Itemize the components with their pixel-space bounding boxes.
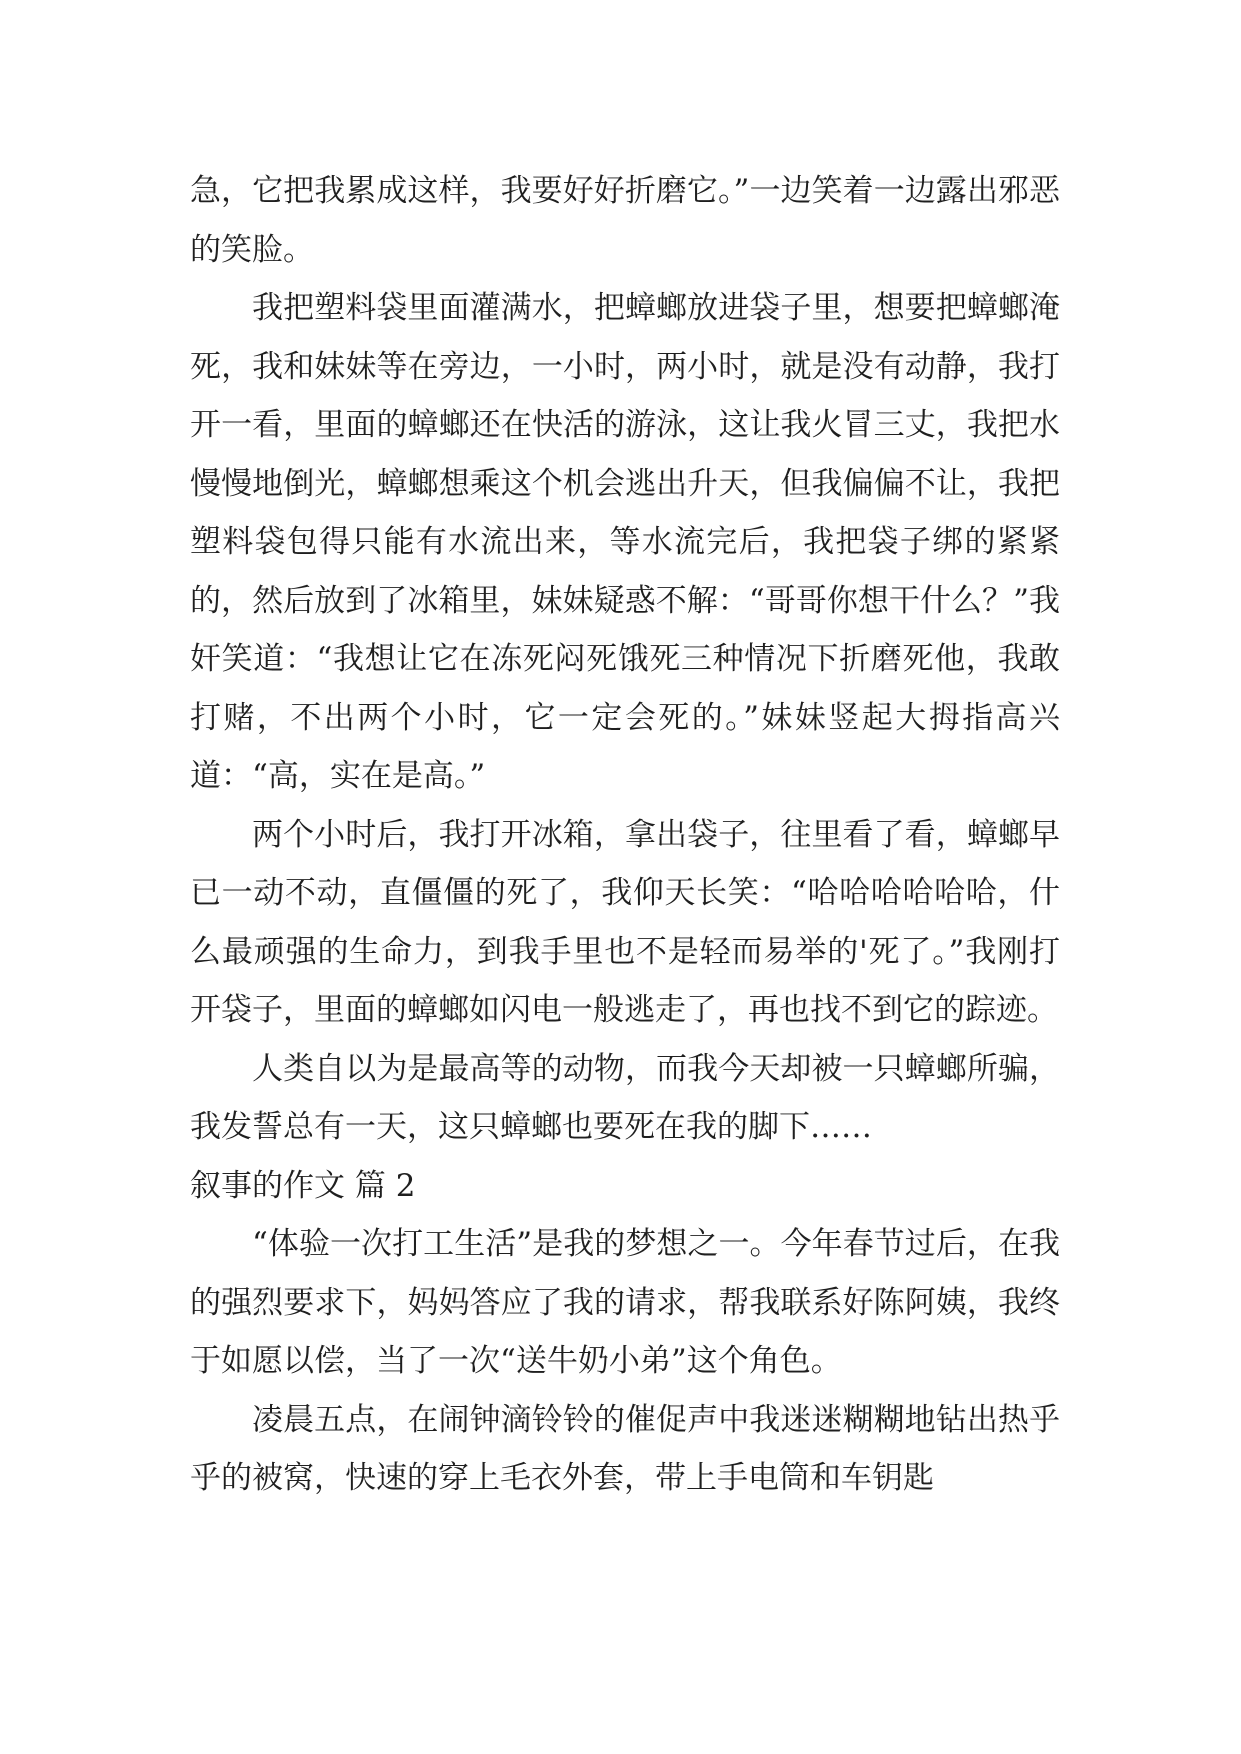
paragraph: “体验一次打工生活”是我的梦想之一。今年春节过后，在我的强烈要求下，妈妈答应了我的请求，帮我联系好陈阿姨，我终于如愿以偿，当了一次“送牛奶小弟”这个角色。 (190, 1226, 1060, 1379)
paragraph: 人类自以为是最高等的动物，而我今天却被一只蟑螂所骗，我发誓总有一天，这只蟑螂也要死在我的脚下…… (190, 1050, 1060, 1145)
paragraph: 我把塑料袋里面灌满水，把蟑螂放进袋子里，想要把蟑螂淹死，我和妹妹等在旁边，一小时，两小时，就是没有动静，我打开一看，里面的蟑螂还在快活的游泳，这让我火冒三丈，我把水慢慢地倒光，蟑螂想乘这个机会逃出升天，但我偏偏不让，我把塑料袋包得只能有水流出来，等水流完后，我把袋子绑的紧紧的，然后放到了冰箱里，妹妹疑惑不解：“哥哥你想干什么？”我奸笑道：“我想让它在冻死闷死饿死三种情况下折磨死他，我敢打赌，不出两个小时，它一定会死的。”妹妹竖起大拇指高兴道：“高，实在是高。” (190, 290, 1060, 794)
paragraph: 凌晨五点，在闹钟滴铃铃的催促声中我迷迷糊糊地钻出热乎乎的被窝，快速的穿上毛衣外套，带上手电筒和车钥匙 (190, 1401, 1060, 1496)
section-heading: 叙事的作文 篇 2 (190, 1167, 416, 1204)
paragraph: 急，它把我累成这样，我要好好折磨它。”一边笑着一边露出邪恶的笑脸。 (190, 173, 1060, 268)
paragraph: 两个小时后，我打开冰箱，拿出袋子，往里看了看，蟑螂早已一动不动，直僵僵的死了，我仰天长笑：“哈哈哈哈哈哈，什么最顽强的生命力，到我手里也不是轻而易举的'死了。”我刚打开袋子，里面的蟑螂如闪电一般逃走了，再也找不到它的踪迹。 (190, 816, 1060, 1028)
document-body (190, 162, 1060, 1508)
